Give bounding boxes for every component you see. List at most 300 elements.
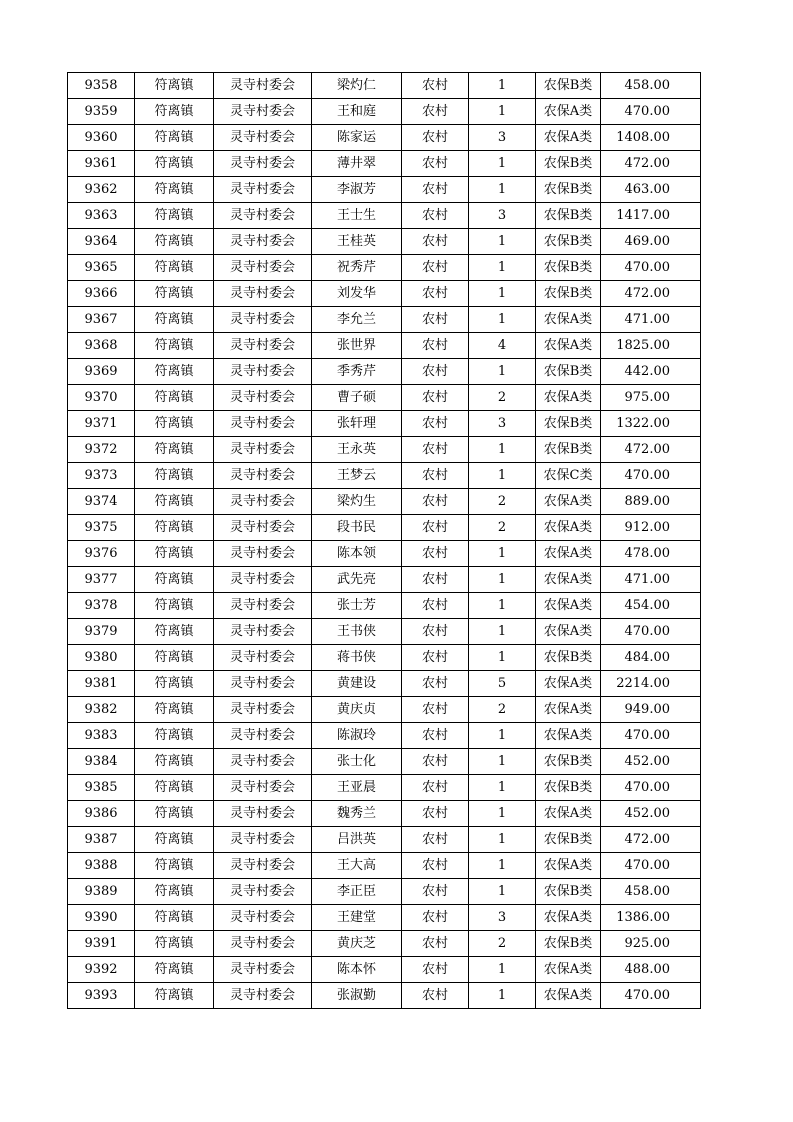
cell-amount: 1417.00	[601, 203, 701, 229]
cell-id: 9393	[68, 983, 135, 1009]
cell-town: 符离镇	[135, 385, 214, 411]
cell-count: 1	[469, 307, 536, 333]
cell-name: 王士生	[312, 203, 402, 229]
cell-amount: 949.00	[601, 697, 701, 723]
cell-committee: 灵寺村委会	[214, 463, 312, 489]
cell-name: 王大高	[312, 853, 402, 879]
cell-committee: 灵寺村委会	[214, 541, 312, 567]
cell-town: 符离镇	[135, 775, 214, 801]
cell-name: 段书民	[312, 515, 402, 541]
cell-name: 张士芳	[312, 593, 402, 619]
cell-town: 符离镇	[135, 905, 214, 931]
cell-count: 3	[469, 125, 536, 151]
cell-area: 农村	[402, 385, 469, 411]
table-row	[68, 489, 701, 515]
cell-committee: 灵寺村委会	[214, 359, 312, 385]
cell-amount: 478.00	[601, 541, 701, 567]
cell-count: 5	[469, 671, 536, 697]
table-row	[68, 957, 701, 983]
table-row	[68, 125, 701, 151]
cell-name: 梁灼生	[312, 489, 402, 515]
cell-committee: 灵寺村委会	[214, 73, 312, 99]
cell-id: 9380	[68, 645, 135, 671]
cell-area: 农村	[402, 593, 469, 619]
cell-committee: 灵寺村委会	[214, 151, 312, 177]
table-row	[68, 723, 701, 749]
data-table	[67, 72, 701, 1009]
table-row	[68, 853, 701, 879]
cell-amount: 912.00	[601, 515, 701, 541]
cell-category: 农保B类	[536, 411, 601, 437]
cell-id: 9376	[68, 541, 135, 567]
cell-amount: 470.00	[601, 853, 701, 879]
cell-amount: 1825.00	[601, 333, 701, 359]
cell-amount: 975.00	[601, 385, 701, 411]
cell-committee: 灵寺村委会	[214, 385, 312, 411]
cell-town: 符离镇	[135, 463, 214, 489]
cell-name: 刘发华	[312, 281, 402, 307]
cell-committee: 灵寺村委会	[214, 879, 312, 905]
cell-id: 9363	[68, 203, 135, 229]
cell-amount: 470.00	[601, 983, 701, 1009]
cell-category: 农保A类	[536, 99, 601, 125]
table-row	[68, 281, 701, 307]
cell-count: 1	[469, 801, 536, 827]
cell-category: 农保B类	[536, 931, 601, 957]
cell-amount: 463.00	[601, 177, 701, 203]
cell-category: 农保B类	[536, 229, 601, 255]
cell-id: 9379	[68, 619, 135, 645]
cell-count: 1	[469, 879, 536, 905]
cell-id: 9369	[68, 359, 135, 385]
table-row	[68, 151, 701, 177]
cell-town: 符离镇	[135, 255, 214, 281]
cell-area: 农村	[402, 255, 469, 281]
cell-area: 农村	[402, 827, 469, 853]
cell-amount: 452.00	[601, 801, 701, 827]
cell-id: 9385	[68, 775, 135, 801]
cell-count: 1	[469, 281, 536, 307]
cell-id: 9368	[68, 333, 135, 359]
table-row	[68, 983, 701, 1009]
table-row	[68, 541, 701, 567]
cell-amount: 470.00	[601, 463, 701, 489]
cell-name: 王和庭	[312, 99, 402, 125]
cell-committee: 灵寺村委会	[214, 411, 312, 437]
cell-name: 黄庆贞	[312, 697, 402, 723]
cell-area: 农村	[402, 281, 469, 307]
cell-area: 农村	[402, 333, 469, 359]
cell-committee: 灵寺村委会	[214, 749, 312, 775]
cell-amount: 472.00	[601, 827, 701, 853]
cell-name: 黄建设	[312, 671, 402, 697]
cell-name: 张轩理	[312, 411, 402, 437]
cell-town: 符离镇	[135, 437, 214, 463]
table-row	[68, 463, 701, 489]
cell-town: 符离镇	[135, 801, 214, 827]
cell-amount: 472.00	[601, 281, 701, 307]
cell-count: 1	[469, 723, 536, 749]
cell-id: 9359	[68, 99, 135, 125]
cell-town: 符离镇	[135, 151, 214, 177]
cell-name: 张士化	[312, 749, 402, 775]
cell-town: 符离镇	[135, 177, 214, 203]
cell-amount: 442.00	[601, 359, 701, 385]
cell-committee: 灵寺村委会	[214, 723, 312, 749]
cell-category: 农保B类	[536, 827, 601, 853]
cell-committee: 灵寺村委会	[214, 957, 312, 983]
cell-category: 农保A类	[536, 619, 601, 645]
cell-id: 9371	[68, 411, 135, 437]
cell-count: 1	[469, 255, 536, 281]
cell-amount: 472.00	[601, 437, 701, 463]
cell-category: 农保B类	[536, 359, 601, 385]
cell-town: 符离镇	[135, 203, 214, 229]
cell-category: 农保A类	[536, 385, 601, 411]
cell-amount: 925.00	[601, 931, 701, 957]
cell-category: 农保A类	[536, 593, 601, 619]
cell-amount: 458.00	[601, 73, 701, 99]
cell-category: 农保B类	[536, 177, 601, 203]
cell-town: 符离镇	[135, 515, 214, 541]
cell-committee: 灵寺村委会	[214, 853, 312, 879]
table-row	[68, 99, 701, 125]
table-row	[68, 359, 701, 385]
cell-id: 9383	[68, 723, 135, 749]
cell-id: 9381	[68, 671, 135, 697]
table-row	[68, 177, 701, 203]
cell-amount: 488.00	[601, 957, 701, 983]
cell-count: 1	[469, 827, 536, 853]
cell-category: 农保A类	[536, 905, 601, 931]
table-row	[68, 515, 701, 541]
cell-town: 符离镇	[135, 73, 214, 99]
cell-count: 1	[469, 177, 536, 203]
cell-id: 9392	[68, 957, 135, 983]
cell-name: 李允兰	[312, 307, 402, 333]
cell-amount: 1386.00	[601, 905, 701, 931]
cell-town: 符离镇	[135, 879, 214, 905]
cell-committee: 灵寺村委会	[214, 333, 312, 359]
cell-category: 农保A类	[536, 541, 601, 567]
cell-committee: 灵寺村委会	[214, 489, 312, 515]
cell-amount: 469.00	[601, 229, 701, 255]
cell-name: 李淑芳	[312, 177, 402, 203]
cell-area: 农村	[402, 645, 469, 671]
cell-id: 9361	[68, 151, 135, 177]
cell-area: 农村	[402, 567, 469, 593]
cell-town: 符离镇	[135, 99, 214, 125]
cell-town: 符离镇	[135, 645, 214, 671]
cell-committee: 灵寺村委会	[214, 515, 312, 541]
cell-id: 9388	[68, 853, 135, 879]
cell-name: 张淑勤	[312, 983, 402, 1009]
cell-town: 符离镇	[135, 697, 214, 723]
cell-category: 农保A类	[536, 567, 601, 593]
cell-amount: 1322.00	[601, 411, 701, 437]
cell-name: 王永英	[312, 437, 402, 463]
cell-name: 祝秀芹	[312, 255, 402, 281]
cell-area: 农村	[402, 411, 469, 437]
cell-id: 9372	[68, 437, 135, 463]
cell-category: 农保A类	[536, 671, 601, 697]
cell-town: 符离镇	[135, 827, 214, 853]
cell-name: 张世界	[312, 333, 402, 359]
cell-committee: 灵寺村委会	[214, 697, 312, 723]
cell-committee: 灵寺村委会	[214, 281, 312, 307]
cell-area: 农村	[402, 463, 469, 489]
cell-category: 农保B类	[536, 645, 601, 671]
cell-id: 9362	[68, 177, 135, 203]
cell-category: 农保B类	[536, 437, 601, 463]
cell-area: 农村	[402, 359, 469, 385]
cell-id: 9391	[68, 931, 135, 957]
table-body	[68, 73, 701, 1009]
cell-count: 1	[469, 567, 536, 593]
cell-town: 符离镇	[135, 125, 214, 151]
cell-category: 农保A类	[536, 957, 601, 983]
cell-category: 农保A类	[536, 983, 601, 1009]
cell-area: 农村	[402, 905, 469, 931]
cell-committee: 灵寺村委会	[214, 827, 312, 853]
cell-area: 农村	[402, 931, 469, 957]
cell-amount: 484.00	[601, 645, 701, 671]
cell-amount: 2214.00	[601, 671, 701, 697]
cell-town: 符离镇	[135, 541, 214, 567]
cell-id: 9375	[68, 515, 135, 541]
cell-committee: 灵寺村委会	[214, 801, 312, 827]
cell-id: 9367	[68, 307, 135, 333]
cell-category: 农保A类	[536, 125, 601, 151]
cell-count: 1	[469, 99, 536, 125]
table-row	[68, 671, 701, 697]
cell-town: 符离镇	[135, 853, 214, 879]
cell-committee: 灵寺村委会	[214, 645, 312, 671]
cell-area: 农村	[402, 125, 469, 151]
cell-area: 农村	[402, 151, 469, 177]
cell-amount: 471.00	[601, 307, 701, 333]
table-row	[68, 619, 701, 645]
cell-town: 符离镇	[135, 229, 214, 255]
cell-count: 3	[469, 905, 536, 931]
cell-id: 9389	[68, 879, 135, 905]
cell-category: 农保A类	[536, 333, 601, 359]
cell-committee: 灵寺村委会	[214, 229, 312, 255]
cell-category: 农保B类	[536, 255, 601, 281]
cell-area: 农村	[402, 437, 469, 463]
cell-id: 9390	[68, 905, 135, 931]
cell-name: 薄井翠	[312, 151, 402, 177]
cell-name: 王桂英	[312, 229, 402, 255]
cell-amount: 470.00	[601, 255, 701, 281]
cell-town: 符离镇	[135, 957, 214, 983]
cell-area: 农村	[402, 983, 469, 1009]
cell-category: 农保A类	[536, 853, 601, 879]
cell-id: 9387	[68, 827, 135, 853]
cell-amount: 454.00	[601, 593, 701, 619]
cell-category: 农保A类	[536, 515, 601, 541]
cell-committee: 灵寺村委会	[214, 99, 312, 125]
table-row	[68, 827, 701, 853]
cell-category: 农保B类	[536, 73, 601, 99]
cell-name: 陈本怀	[312, 957, 402, 983]
cell-committee: 灵寺村委会	[214, 177, 312, 203]
table-row	[68, 229, 701, 255]
cell-area: 农村	[402, 307, 469, 333]
cell-committee: 灵寺村委会	[214, 931, 312, 957]
cell-count: 2	[469, 697, 536, 723]
cell-amount: 458.00	[601, 879, 701, 905]
cell-town: 符离镇	[135, 983, 214, 1009]
cell-committee: 灵寺村委会	[214, 125, 312, 151]
table-row	[68, 645, 701, 671]
cell-town: 符离镇	[135, 489, 214, 515]
cell-area: 农村	[402, 489, 469, 515]
cell-town: 符离镇	[135, 931, 214, 957]
cell-amount: 1408.00	[601, 125, 701, 151]
cell-amount: 470.00	[601, 99, 701, 125]
cell-amount: 889.00	[601, 489, 701, 515]
cell-area: 农村	[402, 73, 469, 99]
cell-count: 1	[469, 541, 536, 567]
cell-committee: 灵寺村委会	[214, 905, 312, 931]
cell-name: 季秀芹	[312, 359, 402, 385]
cell-town: 符离镇	[135, 593, 214, 619]
cell-amount: 472.00	[601, 151, 701, 177]
cell-count: 1	[469, 229, 536, 255]
cell-town: 符离镇	[135, 671, 214, 697]
cell-town: 符离镇	[135, 567, 214, 593]
cell-name: 陈本领	[312, 541, 402, 567]
table-row	[68, 593, 701, 619]
cell-count: 1	[469, 853, 536, 879]
cell-area: 农村	[402, 177, 469, 203]
cell-amount: 470.00	[601, 775, 701, 801]
cell-category: 农保B类	[536, 879, 601, 905]
cell-committee: 灵寺村委会	[214, 307, 312, 333]
cell-amount: 470.00	[601, 619, 701, 645]
cell-id: 9374	[68, 489, 135, 515]
cell-count: 1	[469, 73, 536, 99]
table-row	[68, 203, 701, 229]
table-row	[68, 385, 701, 411]
cell-area: 农村	[402, 957, 469, 983]
cell-area: 农村	[402, 723, 469, 749]
cell-committee: 灵寺村委会	[214, 437, 312, 463]
cell-count: 2	[469, 489, 536, 515]
cell-id: 9378	[68, 593, 135, 619]
cell-count: 1	[469, 645, 536, 671]
table-row	[68, 931, 701, 957]
cell-town: 符离镇	[135, 307, 214, 333]
cell-name: 黄庆芝	[312, 931, 402, 957]
table-row	[68, 333, 701, 359]
cell-town: 符离镇	[135, 619, 214, 645]
cell-committee: 灵寺村委会	[214, 203, 312, 229]
cell-count: 2	[469, 515, 536, 541]
cell-id: 9377	[68, 567, 135, 593]
cell-area: 农村	[402, 515, 469, 541]
cell-id: 9370	[68, 385, 135, 411]
cell-count: 1	[469, 775, 536, 801]
cell-town: 符离镇	[135, 333, 214, 359]
cell-area: 农村	[402, 879, 469, 905]
cell-name: 梁灼仁	[312, 73, 402, 99]
cell-committee: 灵寺村委会	[214, 619, 312, 645]
table-row	[68, 73, 701, 99]
cell-id: 9358	[68, 73, 135, 99]
cell-town: 符离镇	[135, 411, 214, 437]
cell-name: 王书侠	[312, 619, 402, 645]
cell-count: 2	[469, 385, 536, 411]
cell-area: 农村	[402, 801, 469, 827]
cell-area: 农村	[402, 671, 469, 697]
cell-area: 农村	[402, 619, 469, 645]
cell-category: 农保A类	[536, 723, 601, 749]
cell-town: 符离镇	[135, 749, 214, 775]
cell-name: 陈家运	[312, 125, 402, 151]
cell-category: 农保A类	[536, 697, 601, 723]
cell-name: 魏秀兰	[312, 801, 402, 827]
table-row	[68, 905, 701, 931]
cell-category: 农保B类	[536, 281, 601, 307]
cell-area: 农村	[402, 749, 469, 775]
cell-count: 4	[469, 333, 536, 359]
cell-name: 王梦云	[312, 463, 402, 489]
cell-count: 1	[469, 463, 536, 489]
cell-name: 王建堂	[312, 905, 402, 931]
cell-category: 农保A类	[536, 489, 601, 515]
cell-count: 1	[469, 749, 536, 775]
cell-id: 9373	[68, 463, 135, 489]
cell-category: 农保B类	[536, 749, 601, 775]
table-row	[68, 775, 701, 801]
cell-category: 农保A类	[536, 801, 601, 827]
cell-committee: 灵寺村委会	[214, 671, 312, 697]
cell-id: 9360	[68, 125, 135, 151]
cell-town: 符离镇	[135, 723, 214, 749]
table-row	[68, 879, 701, 905]
cell-committee: 灵寺村委会	[214, 775, 312, 801]
cell-committee: 灵寺村委会	[214, 255, 312, 281]
cell-committee: 灵寺村委会	[214, 983, 312, 1009]
cell-committee: 灵寺村委会	[214, 567, 312, 593]
cell-category: 农保B类	[536, 775, 601, 801]
cell-count: 2	[469, 931, 536, 957]
table-row	[68, 697, 701, 723]
cell-area: 农村	[402, 203, 469, 229]
cell-count: 1	[469, 593, 536, 619]
cell-committee: 灵寺村委会	[214, 593, 312, 619]
cell-id: 9386	[68, 801, 135, 827]
table-row	[68, 255, 701, 281]
cell-name: 吕洪英	[312, 827, 402, 853]
cell-amount: 452.00	[601, 749, 701, 775]
table-row	[68, 307, 701, 333]
cell-count: 1	[469, 957, 536, 983]
cell-category: 农保C类	[536, 463, 601, 489]
table-row	[68, 801, 701, 827]
cell-id: 9365	[68, 255, 135, 281]
cell-count: 1	[469, 983, 536, 1009]
table-row	[68, 567, 701, 593]
cell-area: 农村	[402, 853, 469, 879]
cell-id: 9384	[68, 749, 135, 775]
table-row	[68, 411, 701, 437]
cell-area: 农村	[402, 541, 469, 567]
cell-count: 1	[469, 437, 536, 463]
cell-amount: 471.00	[601, 567, 701, 593]
